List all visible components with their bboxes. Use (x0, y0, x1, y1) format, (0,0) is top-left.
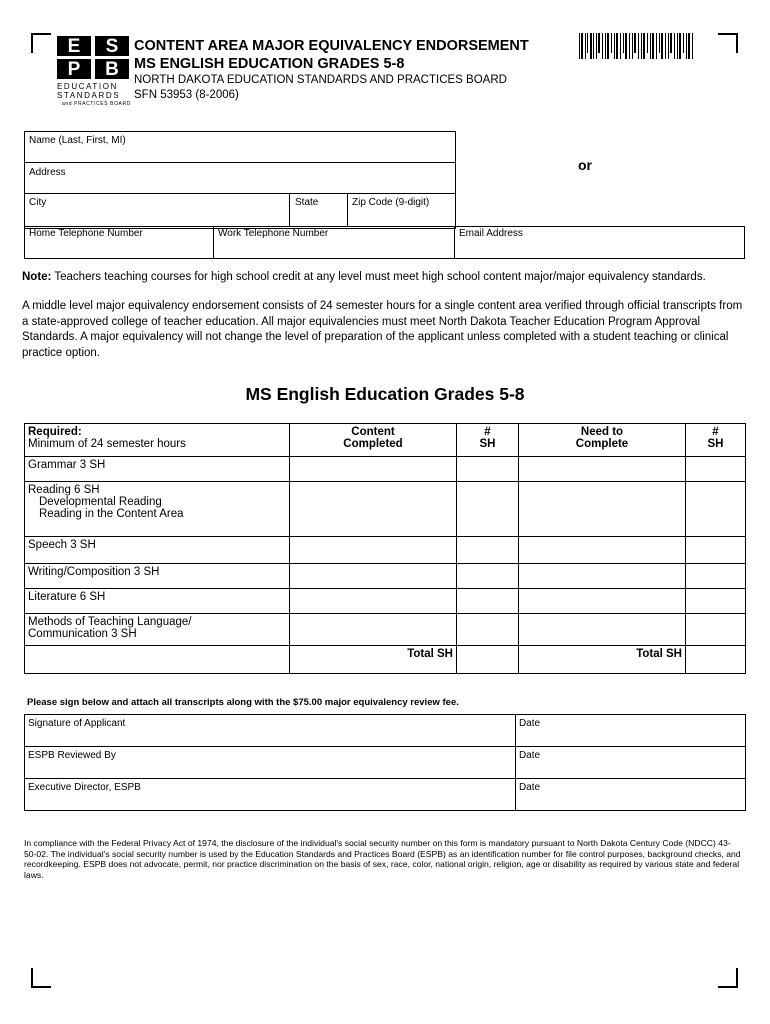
crop-mark-top-right (718, 33, 738, 53)
course-subtext: Reading in the Content Area (39, 508, 184, 520)
header-text: Content (351, 426, 395, 438)
sh-cell[interactable] (457, 482, 519, 537)
logo-standards: STANDARDS (57, 91, 121, 100)
required-header (25, 424, 290, 457)
espb-logo (57, 36, 131, 106)
course-subtext: Developmental Reading (39, 496, 162, 508)
signature-table (24, 714, 746, 811)
table-row (25, 457, 746, 482)
sh-cell[interactable] (457, 614, 519, 646)
signature-applicant-field[interactable]: Signature of Applicant (25, 715, 516, 747)
content-cell[interactable] (290, 564, 457, 589)
sh-cell[interactable] (686, 589, 746, 614)
content-cell[interactable] (290, 537, 457, 564)
sh-header-2 (686, 424, 746, 457)
requirements-table (24, 423, 746, 674)
header-text: Need to (580, 426, 624, 438)
director-date-field[interactable]: Date (516, 779, 746, 811)
name-field[interactable]: Name (Last, First, MI) (29, 135, 126, 146)
work-phone-field[interactable]: Work Telephone Number (218, 228, 329, 239)
table-row (25, 482, 746, 537)
total-blank (25, 646, 290, 674)
course-grammar: Grammar 3 SH (25, 457, 290, 482)
sh-cell[interactable] (457, 537, 519, 564)
course-text: Communication 3 SH (28, 628, 137, 640)
barcode-graphic (579, 33, 694, 59)
state-field[interactable]: State (295, 197, 319, 208)
need-cell[interactable] (519, 564, 686, 589)
header-text: SH (707, 438, 724, 450)
sh-cell[interactable] (686, 457, 746, 482)
total-row (25, 646, 746, 674)
note-body: Teachers teaching courses for high school credit at any level must meet high school content major/major equivalency standards. (54, 271, 706, 283)
logo-education: EDUCATION (57, 82, 118, 91)
or-label: or (578, 157, 592, 173)
content-cell[interactable] (290, 614, 457, 646)
need-cell[interactable] (519, 457, 686, 482)
sh-cell[interactable] (457, 589, 519, 614)
table-row (25, 589, 746, 614)
form-title-line1: CONTENT AREA MAJOR EQUIVALENCY ENDORSEMENT (134, 38, 529, 54)
city-field[interactable]: City (29, 197, 47, 208)
sh-cell[interactable] (457, 564, 519, 589)
header-text: # (484, 426, 491, 438)
logo-letter-b: B (95, 59, 129, 79)
address-field[interactable]: Address (29, 167, 66, 178)
total-sh-input-2[interactable] (686, 646, 746, 674)
sh-cell[interactable] (686, 614, 746, 646)
course-writing: Writing/Composition 3 SH (25, 564, 290, 589)
course-reading (25, 482, 290, 537)
email-field[interactable]: Email Address (459, 228, 523, 239)
sh-cell[interactable] (686, 537, 746, 564)
need-to-complete-header (519, 424, 686, 457)
content-cell[interactable] (290, 482, 457, 537)
course-literature: Literature 6 SH (25, 589, 290, 614)
signature-instruction: Please sign below and attach all transcripts along with the $75.00 major equivalency review fee. (27, 697, 459, 708)
description-paragraph: A middle level major equivalency endorsement consists of 24 semester hours for a single content area verified through official transcripts from a state-approved college of teacher education. All major equivalencies must meet North Dakota Teacher Education Program Approval Standards. A major equivalency will not change the level of preparation of the applicant unless completed with a student teaching or clinical practice option. (22, 300, 743, 359)
logo-letter-p: P (57, 59, 91, 79)
content-completed-header (290, 424, 457, 457)
board-name: NORTH DAKOTA EDUCATION STANDARDS AND PRACTICES BOARD (134, 74, 507, 86)
signature-date-field[interactable]: Date (516, 715, 746, 747)
note-prefix: Note: (22, 271, 52, 283)
reviewed-date-field[interactable]: Date (516, 747, 746, 779)
zip-field[interactable]: Zip Code (9-digit) (352, 197, 430, 208)
logo-letter-s: S (95, 36, 129, 56)
table-row (25, 564, 746, 589)
crop-mark-bottom-left (31, 968, 51, 988)
home-phone-field[interactable]: Home Telephone Number (29, 228, 143, 239)
form-number: SFN 53953 (8-2006) (134, 89, 239, 101)
espb-reviewed-by-field[interactable]: ESPB Reviewed By (25, 747, 516, 779)
header-text: Complete (575, 438, 629, 450)
section-title: MS English Education Grades 5-8 (245, 384, 525, 404)
need-cell[interactable] (519, 537, 686, 564)
minimum-label: Minimum of 24 semester hours (28, 438, 186, 450)
total-sh-label-1: Total SH (290, 646, 457, 674)
logo-letter-e: E (57, 36, 91, 56)
sh-cell[interactable] (457, 457, 519, 482)
course-methods (25, 614, 290, 646)
header-text: Completed (343, 438, 403, 450)
form-title-line2: MS ENGLISH EDUCATION GRADES 5-8 (134, 56, 405, 72)
sh-cell[interactable] (686, 482, 746, 537)
header-text: SH (479, 438, 496, 450)
course-speech: Speech 3 SH (25, 537, 290, 564)
note-text (22, 271, 742, 283)
total-sh-input-1[interactable] (457, 646, 519, 674)
sh-cell[interactable] (686, 564, 746, 589)
content-cell[interactable] (290, 457, 457, 482)
table-row (25, 537, 746, 564)
header-text: # (712, 426, 719, 438)
total-sh-label-2: Total SH (519, 646, 686, 674)
logo-practices-board: and PRACTICES BOARD (62, 101, 131, 107)
executive-director-field[interactable]: Executive Director, ESPB (25, 779, 516, 811)
content-cell[interactable] (290, 589, 457, 614)
sh-header-1 (457, 424, 519, 457)
need-cell[interactable] (519, 614, 686, 646)
need-cell[interactable] (519, 589, 686, 614)
need-cell[interactable] (519, 482, 686, 537)
course-text: Reading 6 SH (28, 484, 100, 496)
privacy-statement: In compliance with the Federal Privacy Act of 1974, the disclosure of the individual's social security number on this form is mandatory pursuant to North Dakota Century Code (NDCC) 43-50-02. The individual's social security number is used by the Education Standards and Practices Board (ESPB) as an identification number for file control purposes, background checks, and recordkeeping. ESPB does not advocate, permit, nor practice discrimination on the basis of sex, race, color, national origin, religion, age or disability as required by various state and federal laws. (24, 838, 741, 880)
course-text: Methods of Teaching Language/ (28, 616, 192, 628)
crop-mark-top-left (31, 33, 51, 53)
table-row (25, 614, 746, 646)
crop-mark-bottom-right (718, 968, 738, 988)
required-label: Required: (28, 426, 82, 438)
